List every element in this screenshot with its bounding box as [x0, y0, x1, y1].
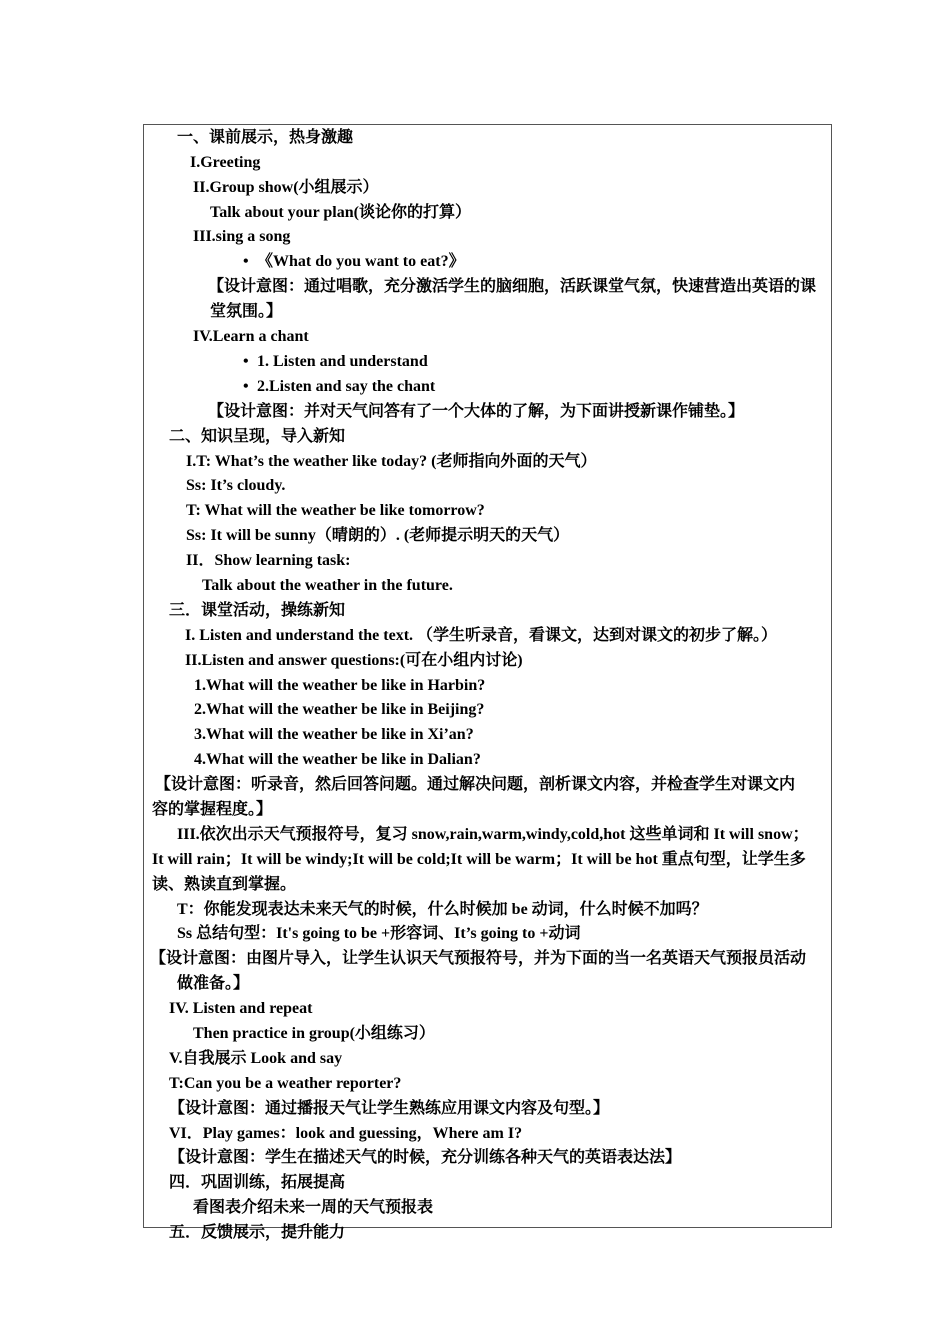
section-title: 二、知识呈现，导入新知: [169, 428, 346, 445]
design-intent: 【设计意图：通过唱歌，充分激活学生的脑细胞，活跃课堂气氛，快速营造出英语的课: [208, 278, 817, 295]
bullet-text: 1. Listen and understand: [257, 353, 428, 370]
text-line: I. Listen and understand the text. （学生听录音，看课文，达到对课文的初步了解。）: [185, 627, 778, 644]
text-line: T: What will the weather be like tomorrow?: [186, 502, 485, 519]
step-heading: IV. Listen and repeat: [169, 1000, 313, 1017]
design-intent: 容的掌握程度。】: [152, 801, 273, 818]
text-line: 看图表介绍未来一周的天气预报表: [193, 1199, 434, 1216]
text-line: Then practice in group(小组练习）: [193, 1025, 435, 1042]
text-line: I.T: What’s the weather like today? (老师指向外面的天气）: [186, 453, 597, 470]
step-heading: II．Show learning task:: [186, 552, 351, 569]
text-line: T:Can you be a weather reporter?: [169, 1075, 402, 1092]
bullet-item: [243, 352, 428, 372]
step-heading: VI．Play games：look and guessing，Where am I?: [169, 1125, 523, 1142]
step-heading: III.sing a song: [193, 228, 291, 245]
question-item: 3.What will the weather be like in Xi’an?: [194, 726, 474, 743]
step-heading: I.Greeting: [190, 154, 261, 171]
text-line: II.Listen and answer questions:(可在小组内讨论): [185, 652, 523, 669]
question-item: 4.What will the weather be like in Dalian?: [194, 751, 481, 768]
text-line: Ss: It’s cloudy.: [186, 477, 286, 494]
bullet-text: 《What do you want to eat?》: [257, 253, 465, 270]
text-line: T：你能发现表达未来天气的时候，什么时候加 be 动词，什么时候不加吗？: [177, 901, 708, 918]
text-line: Ss: It will be sunny（晴朗的）. (老师提示明天的天气）: [186, 527, 570, 544]
text-line: Ss 总结句型：It's going to be +形容词、It’s going to +动词: [177, 925, 581, 942]
step-heading: IV.Learn a chant: [193, 328, 309, 345]
design-intent: 堂氛围。】: [210, 303, 283, 320]
text-line: Talk about the weather in the future.: [202, 577, 453, 594]
step-heading: V.自我展示 Look and say: [169, 1050, 343, 1067]
text-line: Talk about your plan(谈论你的打算）: [210, 204, 471, 221]
design-intent: 【设计意图：听录音，然后回答问题。通过解决问题，剖析课文内容，并检查学生对课文内: [155, 776, 796, 793]
design-intent: 做准备。】: [177, 975, 250, 992]
section-title: 四．巩固训练，拓展提高: [169, 1174, 346, 1191]
design-intent: 【设计意图：通过播报天气让学生熟练应用课文内容及句型。】: [169, 1100, 610, 1117]
step-heading: II.Group show(小组展示）: [193, 179, 379, 196]
bullet-item: [243, 252, 465, 272]
section-title: 三．课堂活动，操练新知: [169, 602, 346, 619]
text-line: III.依次出示天气预报符号，复习 snow,rain,warm,windy,cold,hot 这些单词和 It will snow；: [177, 826, 809, 843]
design-intent: 【设计意图：并对天气问答有了一个大体的了解，为下面讲授新课作铺垫。】: [208, 403, 745, 420]
text-line: It will rain；It will be windy;It will be cold;It will be warm；It will be hot 重点句型，让学生多: [152, 851, 806, 868]
section-title: 五．反馈展示，提升能力: [169, 1224, 346, 1241]
design-intent: 【设计意图：由图片导入，让学生认识天气预报符号，并为下面的当一名英语天气预报员活动: [150, 950, 807, 967]
question-item: 2.What will the weather be like in Beijing?: [194, 701, 485, 718]
bullet-item: [243, 377, 435, 397]
text-line: 读、熟读直到掌握。: [152, 876, 297, 893]
section-title: 一、课前展示，热身激趣: [177, 129, 354, 146]
question-item: 1.What will the weather be like in Harbin?: [194, 677, 486, 694]
design-intent: 【设计意图：学生在描述天气的时候，充分训练各种天气的英语表达法】: [169, 1149, 682, 1166]
bullet-text: 2.Listen and say the chant: [257, 378, 436, 395]
